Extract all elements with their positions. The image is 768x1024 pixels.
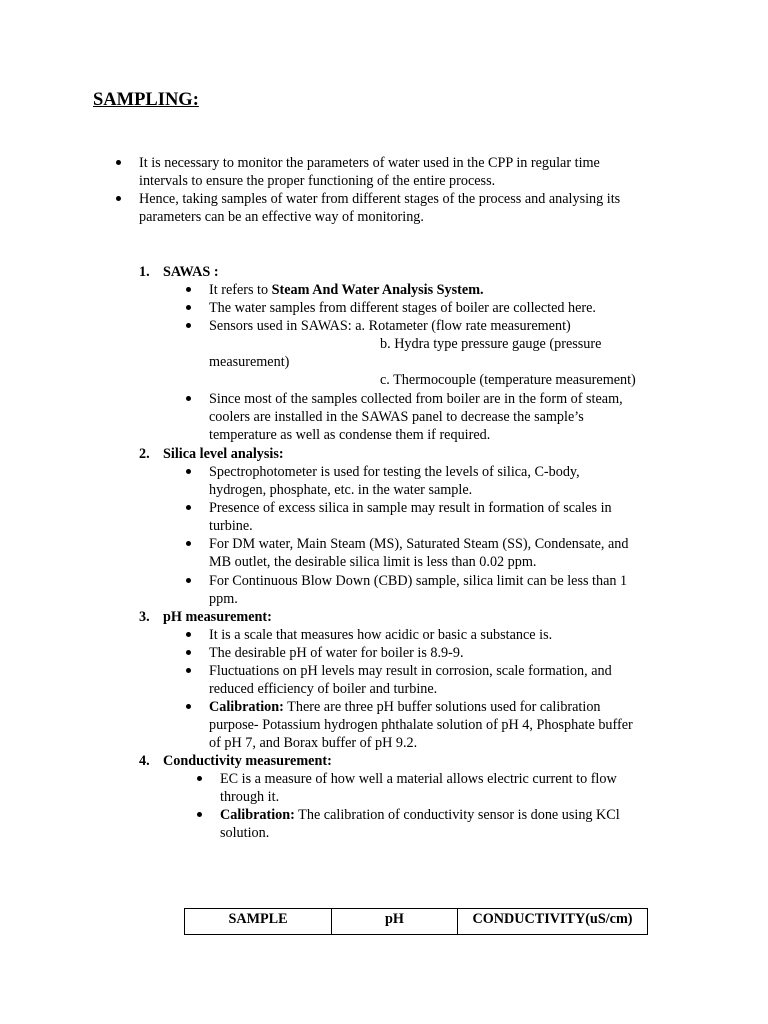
list-item-continuation: c. Thermocouple (temperature measurement) — [380, 372, 636, 388]
list-item-continuation: purpose- Potassium hydrogen phthalate solution of pH 4, Phosphate buffer — [209, 717, 633, 733]
list-item-continuation: temperature as well as condense them if required. — [209, 427, 491, 443]
list-item: EC is a measure of how well a material allows electric current to flow — [220, 771, 617, 787]
list-item-continuation: solution. — [220, 825, 270, 841]
list-item: For DM water, Main Steam (MS), Saturated Steam (SS), Condensate, and — [209, 536, 629, 552]
list-item-bold-text: Calibration: — [209, 699, 284, 715]
section-heading: pH measurement: — [163, 609, 272, 625]
bullet-icon — [116, 160, 121, 165]
sample-table — [184, 908, 648, 935]
table-header-cell: pH — [332, 909, 458, 935]
section-number: 2. — [139, 446, 150, 462]
table-header-cell: SAMPLE — [185, 909, 332, 935]
list-item: The water samples from different stages of boiler are collected here. — [209, 300, 596, 316]
intro-bullet-text: parameters can be an effective way of monitoring. — [139, 209, 424, 225]
bullet-icon — [186, 469, 191, 474]
bullet-icon — [186, 396, 191, 401]
table-header-row — [185, 909, 648, 935]
list-item-continuation: ppm. — [209, 591, 238, 607]
list-item: Fluctuations on pH levels may result in corrosion, scale formation, and — [209, 663, 612, 679]
bullet-icon — [197, 776, 202, 781]
list-item — [209, 281, 484, 299]
list-item-continuation: reduced efficiency of boiler and turbine. — [209, 681, 438, 697]
bullet-icon — [186, 323, 191, 328]
list-item-continuation: of pH 7, and Borax buffer of pH 9.2. — [209, 735, 418, 751]
section-number: 1. — [139, 264, 150, 280]
list-item: It is a scale that measures how acidic or basic a substance is. — [209, 627, 553, 643]
intro-bullet-text: It is necessary to monitor the parameters of water used in the CPP in regular time — [139, 155, 600, 171]
bullet-icon — [186, 632, 191, 637]
section-heading: SAWAS : — [163, 264, 219, 280]
bullet-icon — [186, 287, 191, 292]
list-item: Presence of excess silica in sample may result in formation of scales in — [209, 500, 612, 516]
list-item: Spectrophotometer is used for testing the levels of silica, C-body, — [209, 464, 580, 480]
bullet-icon — [186, 505, 191, 510]
list-item-bold-text: Steam And Water Analysis System. — [271, 282, 484, 298]
bullet-icon — [186, 305, 191, 310]
bullet-icon — [186, 668, 191, 673]
list-item-continuation: coolers are installed in the SAWAS panel to decrease the sample’s — [209, 409, 584, 425]
bullet-icon — [186, 578, 191, 583]
list-item-continuation: hydrogen, phosphate, etc. in the water sample. — [209, 482, 473, 498]
list-item-continuation: turbine. — [209, 518, 253, 534]
intro-bullet-text: Hence, taking samples of water from different stages of the process and analysing its — [139, 191, 621, 207]
section-heading: Conductivity measurement: — [163, 753, 332, 769]
list-item: Since most of the samples collected from boiler are in the form of steam, — [209, 391, 623, 407]
intro-bullet-text: intervals to ensure the proper functioning of the entire process. — [139, 173, 496, 189]
list-item-text: There are three pH buffer solutions used for calibration — [283, 699, 601, 715]
list-item-continuation: through it. — [220, 789, 280, 805]
bullet-icon — [197, 812, 202, 817]
list-item-bold-text: Calibration: — [220, 807, 295, 823]
bullet-icon — [186, 704, 191, 709]
list-item-continuation: MB outlet, the desirable silica limit is less than 0.02 ppm. — [209, 554, 537, 570]
bullet-icon — [186, 541, 191, 546]
list-item: Sensors used in SAWAS: a. Rotameter (flow rate measurement) — [209, 318, 571, 334]
list-item-text: The calibration of conductivity sensor is done using KCl — [294, 807, 620, 823]
section-number: 4. — [139, 753, 150, 769]
page-title: SAMPLING: — [93, 90, 199, 110]
section-heading: Silica level analysis: — [163, 446, 284, 462]
list-item-text: It refers to — [209, 282, 272, 298]
bullet-icon — [186, 650, 191, 655]
list-item-continuation: b. Hydra type pressure gauge (pressure — [380, 336, 602, 352]
bullet-icon — [116, 196, 121, 201]
list-item — [220, 806, 620, 824]
table-header-cell: CONDUCTIVITY(uS/cm) — [458, 909, 648, 935]
list-item: The desirable pH of water for boiler is 8.9-9. — [209, 645, 464, 661]
list-item: For Continuous Blow Down (CBD) sample, silica limit can be less than 1 — [209, 573, 628, 589]
list-item — [209, 698, 601, 716]
list-item-continuation: measurement) — [209, 354, 290, 370]
section-number: 3. — [139, 609, 150, 625]
